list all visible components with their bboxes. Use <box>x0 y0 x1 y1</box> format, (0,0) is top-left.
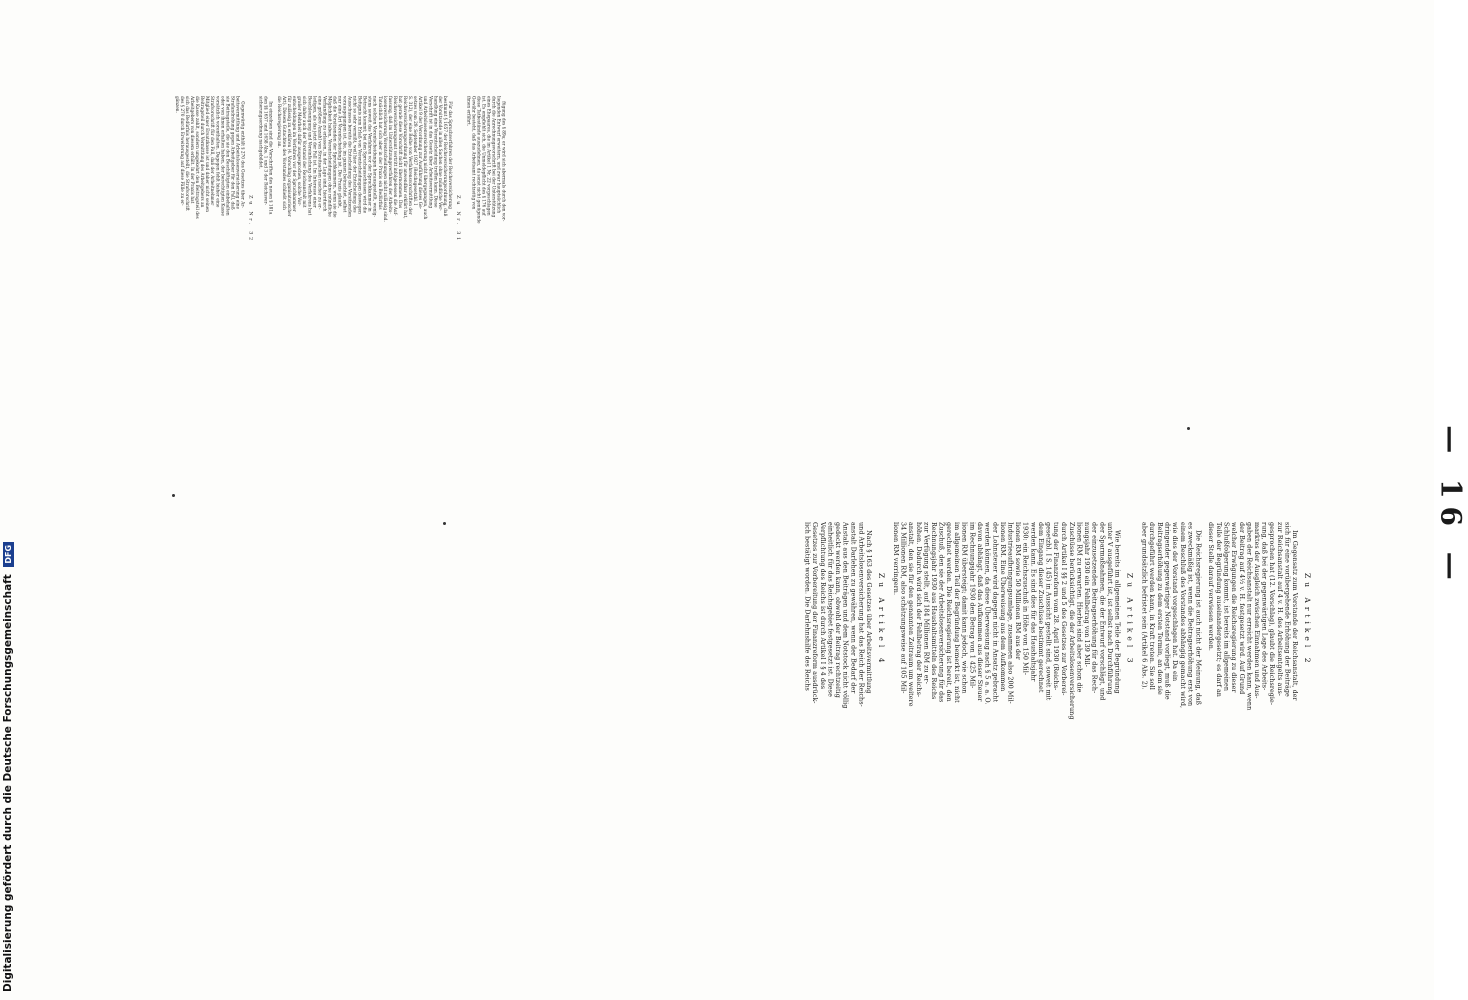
text-line: setzes vom 29. September 1927 (Reichsgesetzbl. I <box>412 96 418 206</box>
text-line: lionen RM übersteigt; damit kann jedoch, wie schon <box>960 522 969 694</box>
paragraph <box>803 522 872 717</box>
text-line: nungsjahr 1930 ein Fehlbetrag von 139 Mil- <box>1083 522 1091 667</box>
text-line: Im einzelnen sind die Vorschriften des neuen § 181a <box>268 101 273 215</box>
text-line: Die Reichsregierung ist auch nicht der Meinung, daß <box>1194 529 1202 706</box>
text-line: Rechnungsjahr 1930 aus Haushaltsmitteln des Reichs <box>930 522 938 700</box>
text-line: Ausschusses bereits die Entscheidung des Vorsitzenden <box>347 96 353 218</box>
text-line: werden können, da diese Überweisung nach § 5 a. a. O. <box>983 522 991 705</box>
text-line: vorsätzlich vorenthalten. Dagegen fehlt bisher eine <box>215 96 220 208</box>
text-line: Möglichkeit haben, Vorentscheidungen ohne mündliche <box>327 96 332 217</box>
text-line: bestimmt § 1657 der Reichsversicherungsordnung, daß <box>443 96 448 217</box>
text-line: Beschleunigung und Vereinfachung des Verfahrens hat <box>307 96 312 216</box>
scan-speck <box>443 522 446 525</box>
text-line: nur eine Art Vorentscheidung ist. Die Praxis glaubt, <box>337 96 342 209</box>
right-text-column <box>798 522 1318 720</box>
text-line: liegenden Entwurf erweitern, und zwar hauptsächlich <box>496 96 501 214</box>
text-line: Schlußfolgerung kommt, ist bereits im allgemeinen <box>1222 522 1230 692</box>
section-heading: Zu Artikel 3 <box>1125 572 1135 667</box>
text-line: lionen RM verringern. <box>892 522 900 596</box>
dfg-logo: DFG <box>3 542 14 567</box>
text-line: aber grundsätzlich befristet sein (Artikel 6 Abs. 2). <box>1140 522 1148 690</box>
text-line: lionen RM zu erwarten. Hierbei sind aber schon die <box>1075 522 1083 693</box>
text-line: entscheidungen im Verfahren vor der Spruchkammer <box>291 96 297 212</box>
text-line: der einzusetzenden Beitragserhöhung für das Rech- <box>1090 522 1098 694</box>
text-line: Art). Diesem Gutachten des Vorstandes schließt sich <box>281 96 287 210</box>
text-line: welcher Erwägungen die Reichsregierung zu dieser <box>1230 522 1238 693</box>
text-line: gänzen. <box>174 96 180 113</box>
text-line: wie dies der Vorstand vorgeschlagen hat. Da ein <box>1171 522 1179 682</box>
text-line: Zuschuß, den sie der Arbeitslosenversicherung für das <box>937 522 946 703</box>
text-line: Anstalt aus den Beiträgen und dem Notstock nicht völlig <box>842 522 850 709</box>
text-line: gesetzbl. I S. 145) in Aussicht gestellt sind, soweit mit <box>1044 522 1053 701</box>
text-line: es zweckmäßig ist, wenn die Beitragserhöhung erst von <box>1186 522 1194 707</box>
text-line: losenversicherung Vorentscheidungen nicht zulässig sind. <box>382 96 388 222</box>
text-line: gaben der Reichsanstalt nur erreicht werden kann, wenn <box>1245 522 1253 711</box>
text-line: Für das Spruchverfahren der Reichsversicherung <box>448 101 453 209</box>
paragraph <box>466 96 506 342</box>
text-line: Zuschüsse berücksichtigt, die der Arbeitslosenversicherung <box>1067 522 1075 720</box>
text-line: lich bestätigt worden. Die Darlehnshilfe des Reichs <box>803 522 811 691</box>
text-line: lionen RM sowie 50 Millionen RM aus der <box>1014 522 1022 660</box>
section-heading: Zu Artikel 2 <box>1302 572 1312 667</box>
text-line: Tatsächlich hat sich aber in der Praxis ein Bedürfnis <box>377 96 383 210</box>
page-number: — 16 — <box>1434 425 1468 588</box>
text-line: anstalt Darlehen zu gewähren, wenn der Bedarf der <box>849 522 857 694</box>
text-line: im allgemeinen Teil der Begründung bemerkt ist, nicht <box>953 522 961 703</box>
text-line: rung, daß bei der gegenwärtigen Lage des Arbeits- <box>1260 522 1268 691</box>
text-line: Nach § 163 des Gesetzes über Arbeitsvermittlung <box>864 529 873 694</box>
text-line: Gewähr besteht, daß das Arbeitsamt rechtzeitig von <box>471 96 476 210</box>
text-line: fassung, daß im Unterstützungsverfahren der Arbeits- <box>387 96 393 214</box>
text-line: daß die Vorsitzenden der Spruchkammern, wenn sie die <box>332 96 337 218</box>
text-line: S. 312), der eine Reihe von Verfahrensvorschriften der <box>407 96 413 215</box>
text-line: Industrieaufbringungsumlage, zusammen also 200 Mil- <box>1006 522 1014 704</box>
text-line: Beitragserhöhung zu dem ersten Termin, an dem sie <box>1156 522 1164 695</box>
left-text-column <box>171 96 506 342</box>
text-line: durchgeführt werden kann, in Kraft treten. Sie soll <box>1148 522 1156 690</box>
credit-text: Digitalisierung gefördert durch die Deutsche Forschungsgemeinschaft <box>2 574 14 992</box>
text-line: einem Beschluß des Vorstandes abhängig gemacht wird, <box>1179 522 1187 709</box>
text-line: nicht so sehr vermißt, weil hier der Entscheidung des <box>352 96 358 213</box>
text-line: der Sparmaßnahmen, die der Entwurf vorschlägt, und <box>1098 522 1106 701</box>
digitization-credit <box>2 542 14 992</box>
text-line: des § 270 durch Erweiterung auf diese Fälle zu er- <box>179 96 185 206</box>
text-line: dringender gegenwärtiger Notstand vorliegt, muß die <box>1163 522 1171 700</box>
text-line: gedeckt werden kann, obwohl der Beitrag rechtzeitig <box>834 522 842 698</box>
text-line: gesprochen hat (12. Vorschlag), glaubt die Reichsregie- <box>1268 522 1276 706</box>
text-line: oder von ihnen erhalten haben, der berechtigten Kasse <box>220 96 225 216</box>
text-line: 34 Millionen RM, also schätzungsweise auf 105 Mil- <box>899 522 907 694</box>
text-line: dieser Stelle darauf verwiesen werden. <box>1207 522 1215 651</box>
text-line: Gegenwärtig enthält § 270 des Gesetzes über Ar- <box>240 101 245 208</box>
paragraph <box>174 96 245 342</box>
text-line: im Rechnungsjahr 1930 den Betrag von 1 425 Mil- <box>968 522 976 689</box>
text-line: stens soweit das Verfahren vor der Spruchkammer in <box>367 96 373 212</box>
text-line: einheitlich für das Reichsgebiet festgesetzt ist. Diese <box>826 522 834 697</box>
text-line: der Lohnsteuer wird dagegen nicht in Ansatz gebracht <box>991 522 999 703</box>
paragraph <box>1207 522 1299 717</box>
text-line: durch Artikel I §§ 2 und 5 des Gesetzes zur Vorberei- <box>1060 522 1068 696</box>
paragraph <box>892 522 1121 720</box>
text-line: die Reichsregierung an. <box>276 96 282 148</box>
text-line: Wie bereits im allgemeinen Teile der Begründung <box>1113 529 1121 694</box>
text-line: eines Ehepaares, die im Artikel 1 Nr. 22 vorgeschlagen <box>486 96 491 216</box>
text-line: sich daher auch der Vorstand der Reichsanstalt mit <box>302 96 307 208</box>
text-line: Mitglied einer Ersatzkasse ist und daher nicht seinen <box>205 96 210 213</box>
text-line: Verhandlung zu erlassen, in der Lage sind, hierdurch <box>322 96 327 212</box>
text-line: und Arbeitslosenversicherung hat das Reich der Reichs- <box>857 522 865 707</box>
scan-speck <box>172 494 175 497</box>
text-line: sicherungsordnung nachgebildet. <box>258 96 263 169</box>
text-line: sie Beitragsteile, die sie den Beschäftigten einbehalten <box>225 96 230 216</box>
text-line: Strafandrohung gegen Arbeitgeber für den Fall, daß <box>230 96 235 210</box>
text-line: unter V ausgeführt ist, ist selbst nach Durchführung <box>1106 522 1114 695</box>
text-line: dem Eingang dieser Zuschüsse bestimmt gerechnet <box>1037 522 1045 693</box>
paragraph <box>1140 522 1201 717</box>
text-line: der Vorsitzende in allen Sachen ohne mündliche Ver- <box>438 96 443 211</box>
paragraph <box>276 96 452 342</box>
section-heading: Zu Nr. 31 <box>455 195 462 243</box>
text-line: sich für eine vorübergehende Erhöhung der Beiträge <box>1283 522 1291 697</box>
text-line: handlung eine Vorentscheidung treffen kann. Diese <box>433 96 438 208</box>
text-line: für zulässig zu erklären (4. Vorschlag organisatorischer <box>286 96 292 217</box>
text-line: ihnen erfährt. <box>466 96 471 127</box>
text-line: Strafvorschrift für den Fall, daß der Arbeitnehmer <box>210 96 215 206</box>
text-line: Verpflichtung des Reichs ist durch Artikel I § 4 des <box>819 522 827 690</box>
section-heading: Zu Nr. 32 <box>247 195 254 243</box>
text-line: anstalt, den sie für den genannten Zeitraum um weitere <box>907 522 915 707</box>
text-line: davon abhängt, daß das Aufkommen aus dieser Steuer <box>976 522 984 702</box>
text-line: Befugnis zum Erlaß von Vorentscheidungen deswegen <box>357 96 363 214</box>
paragraph <box>258 96 273 342</box>
text-line: den §§ 1657 und 1658 Abs. 1 und 3 der Reichsver- <box>263 96 268 205</box>
text-line: gerechnet werden. Die Reichsregierung ist bereit, den <box>945 522 953 702</box>
text-line: ledigen, als das jetzt der Fall ist. Im Interesse einer <box>312 96 317 208</box>
text-line: beitsvermittlung und Arbeitslosenversicherung eine <box>235 96 240 209</box>
section-heading: Zu Artikel 4 <box>876 572 886 667</box>
text-line: Artikel 9 der Verordnung zur Ausführung dieses Ge- <box>417 96 423 210</box>
scan-speck <box>1187 427 1190 430</box>
text-line: großer Mehrheit dafür ausgesprochen, solche Vor- <box>297 96 302 206</box>
text-line: Im Gegensatz zum Vorstande der Reichsanstalt, der <box>1291 529 1299 701</box>
text-line: der Beitrag auf 4½ v. H. festgesetzt wird. Auf Grund <box>1237 522 1245 695</box>
text-line: fügung des § 89a; er wird sich abermals durch den vor- <box>501 101 506 222</box>
text-line: Vorschrift ist in das Gesetz über Arbeitsvermittlung <box>427 96 433 209</box>
text-line: marktes der Ausgleich zwischen Einnahmen und Aus- <box>1253 522 1261 699</box>
text-line: Arbeitgebers von diesem erhält. In der Praxis hat <box>189 96 195 204</box>
text-line: lionen RM. Eine Überweisung aus dem Aufkommen <box>999 522 1007 692</box>
text-line: tung der Finanzreform vom 28. April 1930 (Reichs- <box>1052 522 1060 691</box>
text-line: höhen. Dadurch wird sich der Fehlbetrag der Reichs- <box>915 522 923 698</box>
text-line: Teile der Begründung auseinandergesetzt; es darf an <box>1214 522 1223 697</box>
text-line: sich das Bedürfnis herausgestellt, die Strafvorschrift <box>184 96 190 211</box>
text-line: zur Verfügung stellt, auf 184 Millionen RM zu er- <box>922 522 930 684</box>
text-line: durch die Anrechnungsvorschrift bei der Unterstützung <box>491 96 496 218</box>
text-line: Betracht kommt; bei den Spruchausschüssen wird die <box>362 96 368 214</box>
text-line: vorausgegangen ist, die, im ganzen betrachtet, selbst <box>342 96 348 213</box>
text-line: nach solchen Vorentscheidungen herausgestellt, wenig- <box>372 96 378 217</box>
text-line: die Kasse zahlt, sondern umgekehrt den Beitragsteil des <box>194 96 200 219</box>
text-line: und Arbeitslosenversicherung nicht übergegangen, auch <box>422 96 428 220</box>
text-line: zur Reichsanstalt auf 4 v. H. des Arbeitsentgelts aus- <box>1276 522 1284 697</box>
text-line: werden kann. Es sind dies für das Haushaltsjahr <box>1029 522 1037 682</box>
text-line: eine größere Anzahl von Streitsachen rascher zu er- <box>317 96 322 210</box>
text-line: Reichsversicherungsamt vertritt infolgedessen die Auf- <box>392 96 398 216</box>
text-line: 1930: ein Reichszuschuß in Höhe von 150 Mil- <box>1022 522 1030 676</box>
text-line: Reichsversicherungsordnung für anwendbar erklärt hat, <box>402 96 408 219</box>
text-line: ist. Es empfiehlt sich, die Unmeldepflicht des § 176 auf <box>481 96 486 216</box>
text-line: Gesetzes zur Vorbereitung der Finanzreform ausdrück- <box>811 522 819 704</box>
text-line: diese Tatbestände auszudehnen, da sonst nicht genügende <box>476 96 481 224</box>
text-line: Beitragsteil durch Vermittlung des Arbeitgebers an <box>199 96 205 208</box>
text-line: hat gerade diese Vorschrift nicht übernommen. Das <box>397 96 403 209</box>
